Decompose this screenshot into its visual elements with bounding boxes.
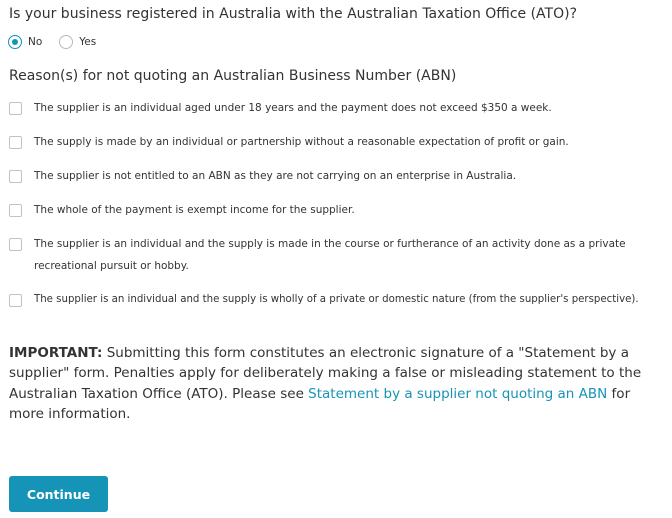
- radio-no[interactable]: [8, 35, 22, 49]
- reason-item[interactable]: [9, 203, 654, 221]
- radio-selected-dot: [12, 39, 18, 45]
- radio-option-no[interactable]: [8, 35, 42, 49]
- radio-group: [8, 35, 96, 49]
- reason-item[interactable]: [9, 101, 654, 119]
- question-title: Is your business registered in Australia with the Australian Taxation Office (ATO)?: [9, 6, 577, 22]
- reason-item[interactable]: [9, 293, 672, 311]
- notice-bold: IMPORTANT:: [9, 345, 103, 361]
- reason-checkbox[interactable]: [9, 294, 22, 307]
- reason-label: The supplier is an individual aged under 18 years and the payment does not exceed $350 a week.: [34, 102, 552, 114]
- important-notice: [9, 343, 669, 424]
- reason-label: The whole of the payment is exempt income for the supplier.: [34, 204, 355, 216]
- reason-item[interactable]: [9, 237, 649, 277]
- reason-item[interactable]: [9, 169, 654, 187]
- reason-label: The supplier is not entitled to an ABN as they are not carrying on an enterprise in Australia.: [34, 170, 517, 182]
- reason-checkbox[interactable]: [9, 170, 22, 183]
- radio-label-no: No: [28, 36, 43, 48]
- reason-label: The supply is made by an individual or partnership without a reasonable expectation of profit or gain.: [34, 136, 569, 148]
- reason-checkbox[interactable]: [9, 136, 22, 149]
- statement-link[interactable]: Statement by a supplier not quoting an ABN: [308, 385, 608, 402]
- radio-option-yes[interactable]: [59, 35, 96, 49]
- continue-button[interactable]: Continue: [9, 476, 108, 512]
- reasons-title: Reason(s) for not quoting an Australian Business Number (ABN): [9, 68, 457, 84]
- radio-label-yes: Yes: [79, 36, 97, 48]
- reason-checkbox[interactable]: [9, 238, 22, 251]
- reason-checkbox[interactable]: [9, 102, 22, 115]
- reason-label: The supplier is an individual and the supply is made in the course or furtherance of an activity done as a private recreational pursuit or hobby.: [34, 238, 626, 272]
- notice-text-after: for more information.: [9, 385, 631, 422]
- notice-text-before: Submitting this form constitutes an electronic signature of a "Statement by a supplier" form. Penalties apply for deliberately making a false or misleading statement to the Australian Taxation Office (ATO). Please see: [9, 345, 642, 402]
- reason-label: The supplier is an individual and the supply is wholly of a private or domestic nature (from the supplier's perspective).: [34, 294, 639, 305]
- radio-yes[interactable]: [59, 35, 73, 49]
- reason-checkbox[interactable]: [9, 204, 22, 217]
- reason-item[interactable]: [9, 135, 654, 153]
